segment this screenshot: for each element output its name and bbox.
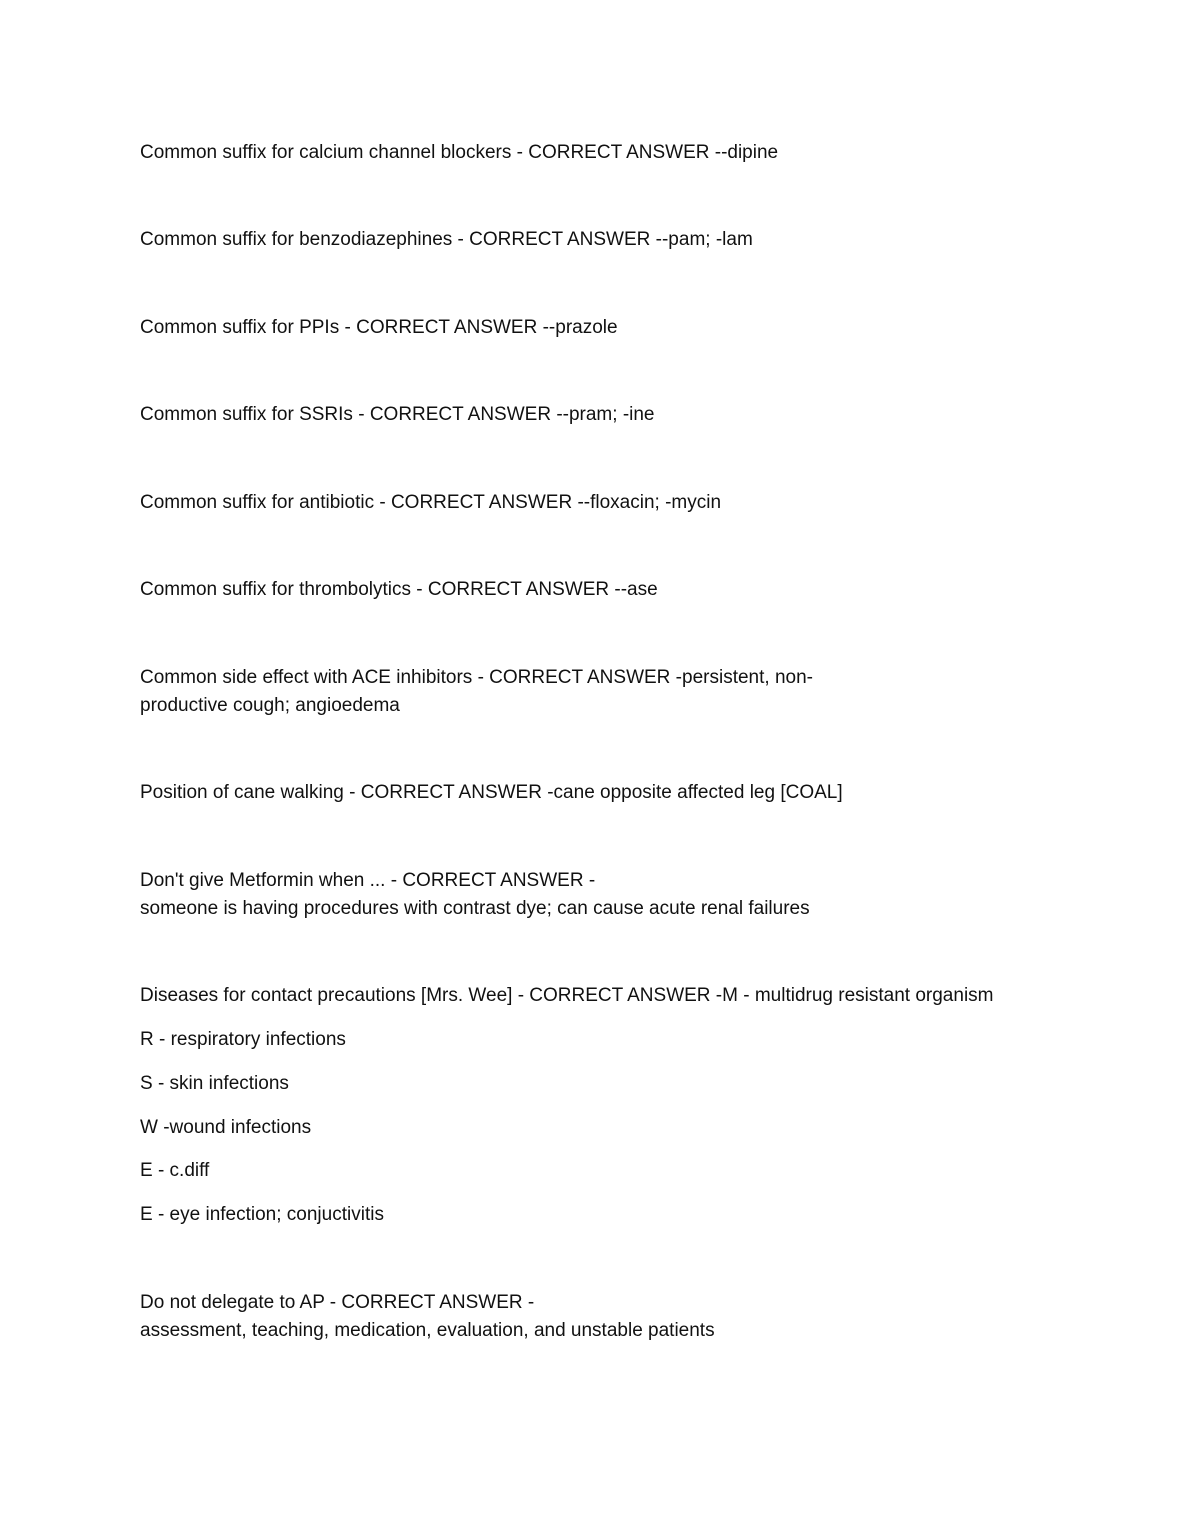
qa-line-continuation: productive cough; angioedema [140, 695, 400, 716]
list-item: W -wound infections [140, 1117, 312, 1138]
qa-line: Common suffix for benzodiazephines - CORRECT ANSWER --pam; -lam [140, 229, 753, 250]
qa-line: Position of cane walking - CORRECT ANSWER -cane opposite affected leg [COAL] [140, 782, 843, 803]
qa-line: Common suffix for SSRIs - CORRECT ANSWER --pram; -ine [140, 404, 655, 425]
list-item: E - eye infection; conjuctivitis [140, 1204, 384, 1225]
list-item: S - skin infections [140, 1073, 289, 1094]
qa-line: Diseases for contact precautions [Mrs. Wee] - CORRECT ANSWER -M - multidrug resistant organism [140, 985, 994, 1006]
qa-line: Common suffix for calcium channel blockers - CORRECT ANSWER --dipine [140, 142, 779, 163]
qa-line-continuation: someone is having procedures with contrast dye; can cause acute renal failures [140, 898, 810, 919]
qa-line: Common suffix for PPIs - CORRECT ANSWER --prazole [140, 317, 618, 338]
qa-line: Do not delegate to AP - CORRECT ANSWER - [140, 1292, 535, 1313]
list-item: E - c.diff [140, 1160, 210, 1181]
qa-line: Don't give Metformin when ... - CORRECT ANSWER - [140, 870, 596, 891]
qa-line: Common suffix for thrombolytics - CORRECT ANSWER --ase [140, 579, 658, 600]
list-item: R - respiratory infections [140, 1029, 346, 1050]
qa-line: Common side effect with ACE inhibitors - CORRECT ANSWER -persistent, non- [140, 667, 813, 688]
qa-line: Common suffix for antibiotic - CORRECT ANSWER --floxacin; -mycin [140, 492, 722, 513]
qa-line-continuation: assessment, teaching, medication, evaluation, and unstable patients [140, 1320, 715, 1341]
